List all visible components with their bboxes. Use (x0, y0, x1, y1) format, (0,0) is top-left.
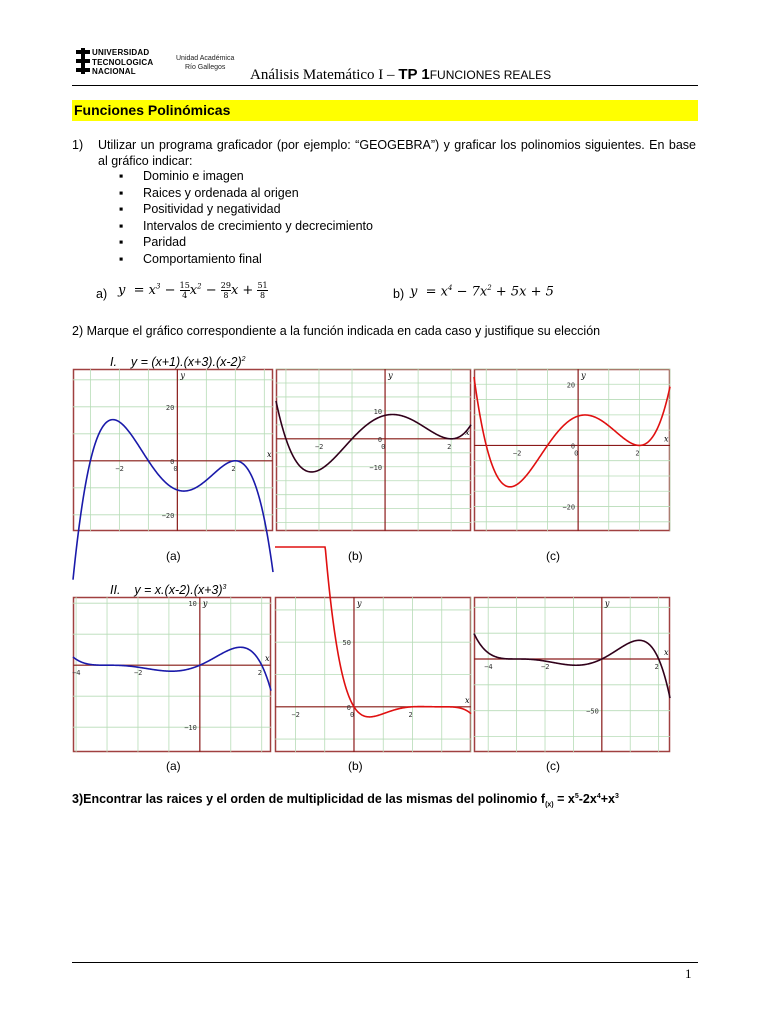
course-name: Análisis Matemático I – (250, 67, 395, 83)
y-tick-label: 20 (566, 381, 576, 390)
plot-frame (74, 370, 273, 531)
y-tick-label: 10 (188, 600, 197, 609)
x-tick-label: 0 (349, 710, 355, 719)
y-tick-label: −20 (161, 511, 175, 520)
plot-i-b (276, 369, 471, 531)
plot-ii-c (474, 597, 670, 752)
caption-ii-c: (c) (546, 759, 560, 773)
x-tick-label: −2 (314, 442, 324, 451)
x-axis-label: x (465, 695, 470, 705)
academic-unit (176, 54, 234, 72)
caption-ii-a: (a) (166, 759, 181, 773)
y-tick-label: −50 (586, 707, 599, 716)
y-tick-label: −20 (562, 503, 576, 512)
y-tick-label: 50 (342, 639, 351, 648)
plot-ii-a (73, 597, 271, 752)
logo-line-2: TECNOLOGICA (92, 57, 154, 67)
tp-number: TP 1 (398, 66, 430, 83)
caption-ii-b: (b) (348, 759, 363, 773)
header-divider (72, 85, 698, 86)
plot-i-c (474, 369, 670, 531)
x-tick-label: 2 (231, 464, 236, 473)
x-tick-label: −4 (72, 669, 81, 678)
x-axis-label: x (465, 427, 470, 437)
x-tick-label: −2 (541, 663, 550, 671)
bullet-item: ▪ Raices y ordenada al origen (143, 185, 373, 202)
caption-i-b: (b) (348, 549, 363, 563)
y-tick-label: 0 (377, 435, 383, 444)
x-tick-label: 2 (654, 663, 659, 671)
x-tick-label: −2 (291, 710, 300, 719)
q3-statement: 3)Encontrar las raices y el orden de multiplicidad de las mismas del polinomio f (72, 792, 546, 807)
x-axis-label: x (664, 648, 669, 657)
q1-text: Utilizar un programa graficador (por ejemplo: “GEOGEBRA”) y graficar los polinomios siguientes. En base al gráfico indicar: (98, 138, 696, 168)
y-axis-label: y (356, 599, 362, 608)
bullet-item: ▪ Dominio e imagen (143, 168, 373, 185)
y-tick-label: 20 (165, 403, 175, 412)
plot-frame (475, 598, 670, 752)
y-tick-label: 0 (570, 442, 576, 451)
x-tick-label: 0 (381, 442, 386, 451)
footer-divider (72, 962, 698, 963)
plot-ii-b (275, 597, 471, 752)
q2-text: 2) Marque el gráfico correspondiente a la función indicada en cada caso y justifique su elección (72, 324, 601, 338)
y-axis-label: y (180, 371, 185, 380)
q1-a-label: a) (96, 287, 108, 301)
part-ii-label: II. (110, 583, 121, 598)
x-tick-label: −2 (133, 669, 143, 678)
x-tick-label: −4 (484, 663, 493, 671)
x-tick-label: 0 (574, 449, 579, 458)
logo-line-1: UNIVERSIDAD (92, 48, 150, 57)
topic: FUNCIONES REALES (429, 68, 552, 82)
y-tick-label: −10 (369, 463, 383, 472)
q2-part-i: I. $y = (x+1).(x+3).(x-2)^2$ (110, 355, 246, 370)
x-tick-label: 0 (173, 464, 178, 473)
unit-line-1: Unidad Académica (176, 55, 235, 62)
x-axis-label: x (265, 654, 270, 664)
header-title (250, 66, 551, 84)
logo-line-3: NACIONAL (92, 67, 136, 76)
caption-i-c: (c) (546, 549, 560, 563)
x-tick-label: 2 (257, 669, 262, 678)
q3-text: 3)Encontrar las raices y el orden de multiplicidad de las mismas del polinomio $f_{(x)} = x^5-2x^4+x^3$ (72, 792, 619, 809)
x-axis-label: x (664, 434, 669, 444)
y-tick-label: 10 (373, 407, 383, 416)
plot-frame (74, 598, 271, 752)
y-axis-label: y (388, 371, 393, 380)
section-banner: Funciones Polinómicas (72, 100, 698, 121)
x-axis-label: x (267, 449, 272, 459)
polynomial-b: $y = x^4 - 7x^2 + 5x + 5$ (410, 284, 554, 300)
q1-bullet-list (143, 168, 373, 267)
plot-i-a (73, 369, 273, 531)
y-axis-label: y (202, 599, 208, 608)
y-axis-label: y (604, 599, 610, 608)
x-tick-label: 2 (408, 710, 413, 719)
x-tick-label: −2 (115, 464, 124, 473)
y-tick-label: 0 (170, 457, 175, 466)
x-tick-label: −2 (512, 449, 522, 458)
plot-frame (277, 370, 471, 531)
unit-line-2: Río Gallegos (184, 64, 226, 71)
part-i-label: I. (110, 355, 117, 370)
university-name (92, 48, 153, 77)
x-tick-label: 2 (635, 449, 640, 458)
caption-i-a: (a) (166, 549, 181, 563)
y-tick-label: 0 (346, 703, 351, 712)
q1-b-label: b) (393, 287, 405, 301)
x-tick-label: 2 (447, 442, 452, 451)
bullet-item: ▪ Paridad (143, 234, 373, 251)
q1-number: 1) (72, 138, 84, 152)
page-number: 1 (685, 966, 692, 981)
q2-part-ii: II. $y = x.(x-2).(x+3)^3$ (110, 583, 227, 598)
y-axis-label: y (581, 371, 586, 380)
bullet-item: ▪ Intervalos de crecimiento y decrecimiento (143, 218, 373, 235)
polynomial-a: $y = x^3$ − $\frac{15}{4}$ $x^2$ − $\frac{29}{8}$ x + $\frac{51}{8}$ (118, 281, 268, 300)
bullet-item: ▪ Comportamiento final (143, 251, 373, 268)
bullet-item: ▪ Positividad y negatividad (143, 201, 373, 218)
y-tick-label: −10 (184, 724, 197, 733)
utn-logo-icon (76, 48, 92, 74)
